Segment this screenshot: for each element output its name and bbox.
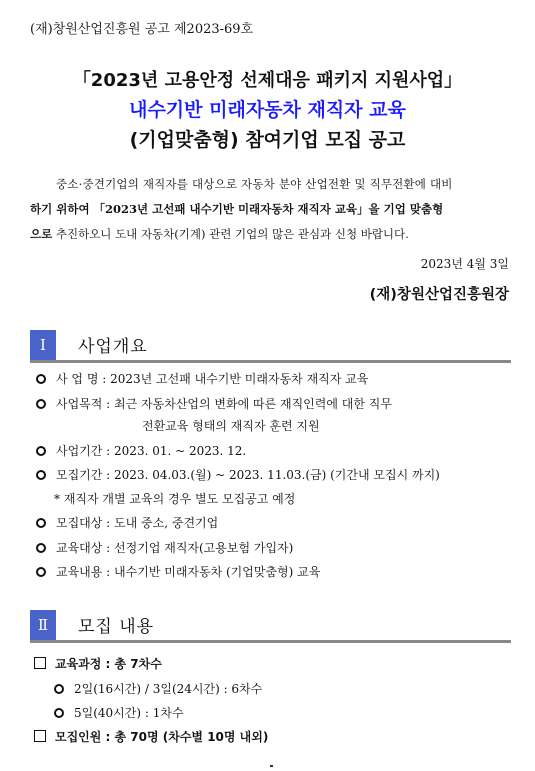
title-line-3: (기업맞춤형) 참여기업 모집 공고 <box>129 129 406 151</box>
section-1-number: Ⅰ <box>30 330 56 360</box>
notice-date: 2023년 4월 3일 <box>420 257 509 271</box>
intro-line-3 <box>30 222 508 247</box>
notice-number: (재)창원산업진흥원 공고 제2023-69호 <box>30 22 254 37</box>
course-label: 교육과정 : 총 7차수 <box>55 657 162 671</box>
intro-line-1: 중소·중견기업의 재직자를 대상으로 자동차 분야 산업전환 및 직무전환에 대비 <box>56 177 453 191</box>
list-item-continuation <box>142 417 320 434</box>
list-item <box>36 466 440 483</box>
list-item <box>36 563 320 580</box>
square-bullet-icon <box>34 730 46 742</box>
circle-bullet-icon <box>36 567 46 577</box>
section-2-title: 모집 내용 <box>78 617 155 637</box>
course-subitem <box>54 680 262 697</box>
list-item <box>36 442 246 459</box>
section-1-title: 사업개요 <box>78 337 148 357</box>
circle-bullet-icon <box>36 446 46 456</box>
list-item-text: 사업목적 : 최근 자동차산업의 변화에 따른 재직인력에 대한 직무 <box>56 397 392 411</box>
list-item-text: 사 업 명 : 2023년 고선패 내수기반 미래자동차 재직자 교육 <box>56 372 369 386</box>
recruit-item <box>34 728 268 745</box>
list-item <box>36 370 368 387</box>
course-subitem-text: 2일(16시간) / 3일(24시간) : 6차수 <box>74 682 263 696</box>
list-item <box>36 514 218 531</box>
intro-line-2 <box>30 197 508 222</box>
list-item <box>36 539 293 556</box>
organization-name: (재)창원산업진흥원장 <box>369 287 509 303</box>
page-mark <box>270 765 273 767</box>
intro-line-2-text: 하기 위하여 「2023년 고선패 내수기반 미래자동차 재직자 교육」을 기업 맞춤형 <box>30 202 444 216</box>
list-item-text: 모집기간 : 2023. 04.03.(월) ~ 2023. 11.03.(금) (기간내 모집시 까지) <box>56 468 440 482</box>
circle-bullet-icon <box>36 543 46 553</box>
list-item-text: 모집대상 : 도내 중소, 중견기업 <box>56 516 219 530</box>
course-subitem <box>54 704 184 721</box>
list-item-text: 교육대상 : 선정기업 재직자(고용보험 가입자) <box>56 541 294 555</box>
circle-bullet-icon <box>36 518 46 528</box>
intro-paragraph <box>30 172 508 247</box>
list-note <box>54 490 295 507</box>
intro-line-3-rest: 추진하오니 도내 자동차(기계) 관련 기업의 많은 관심과 신청 바랍니다. <box>52 227 409 241</box>
title-line-2: 내수기반 미래자동차 재직자 교육 <box>129 99 406 121</box>
circle-bullet-icon <box>54 708 64 718</box>
circle-bullet-icon <box>54 684 64 694</box>
intro-line-3-bold: 으로 <box>30 227 53 241</box>
recruit-label: 모집인원 : 총 70명 (차수별 10명 내외) <box>55 730 269 744</box>
list-item-text: 사업기간 : 2023. 01. ~ 2023. 12. <box>56 444 247 458</box>
section-2-number: Ⅱ <box>30 610 56 640</box>
list-item-text: 교육내용 : 내수기반 미래자동차 (기업맞춤형) 교육 <box>56 565 321 579</box>
list-item <box>36 395 392 412</box>
section-2-header <box>30 610 511 643</box>
circle-bullet-icon <box>36 374 46 384</box>
circle-bullet-icon <box>36 470 46 480</box>
circle-bullet-icon <box>36 399 46 409</box>
course-subitem-text: 5일(40시간) : 1차수 <box>74 706 184 720</box>
title-line-1: 「2023년 고용안정 선제대응 패키지 지원사업」 <box>72 70 463 91</box>
list-item-text: 전환교육 형태의 재직자 훈련 지원 <box>142 419 320 433</box>
section-1-header <box>30 330 511 363</box>
course-item <box>34 655 162 672</box>
list-note-text: * 재직자 개별 교육의 경우 별도 모집공고 예정 <box>54 492 296 506</box>
square-bullet-icon <box>34 657 46 669</box>
